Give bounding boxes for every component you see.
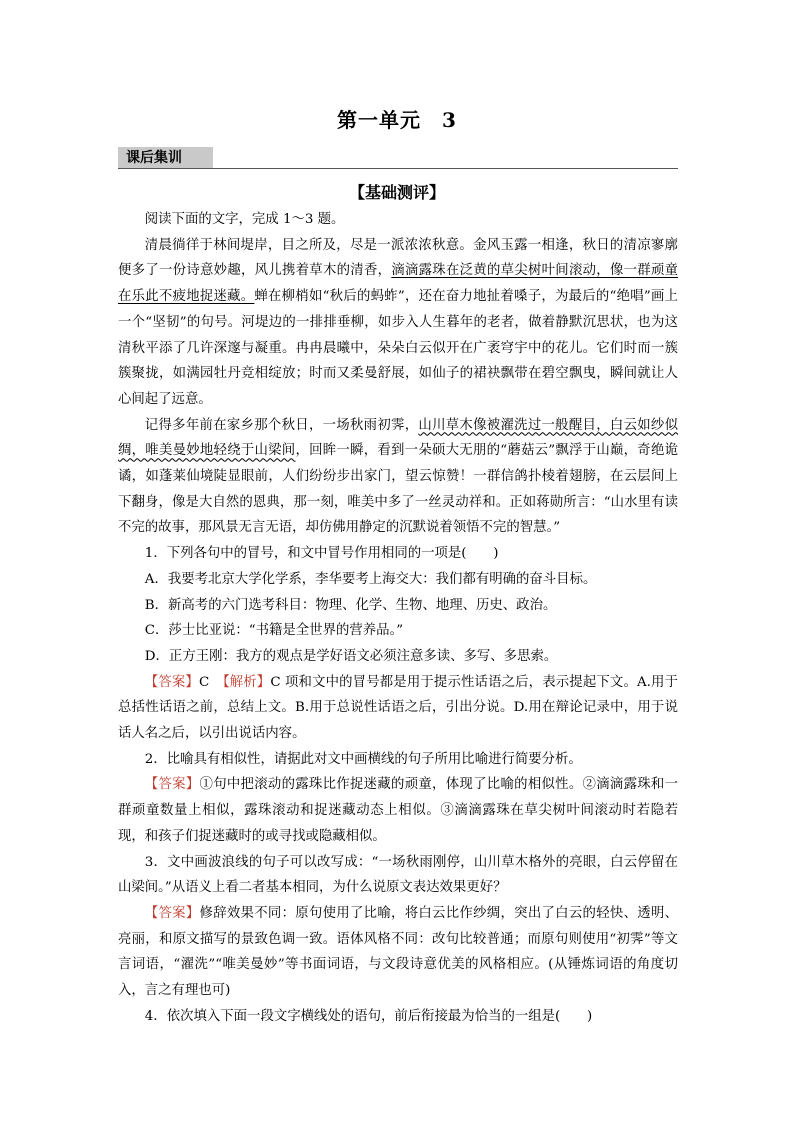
passage-text: 清晨徜徉于林间堤岸，目之所及，尽是一派浓浓秋意。金风玉露一相逢，秋日的清凉寥廓便多了一份诗意妙趣，风儿携着草木的清香， (118, 237, 678, 279)
question-2-answer (118, 772, 678, 849)
question-1-option-d: D．正方王刚：我方的观点是学好语文必须注意多读、多写、多思索。 (144, 648, 558, 664)
passage-paragraph-1 (118, 233, 678, 413)
underlined-sentence: 滴滴露珠在泛黄的草尖树叶间滚动，像一群顽童在乐此不疲地捉迷藏。 (118, 263, 679, 305)
answer-text: 修辞效果不同：原句使用了比喻，将白云比作纱绸，突出了白云的轻快、透明、亮丽，和原文描写的景致色调一致。语体风格不同：改句比较普通；而原句则使用“初霁”等文言词语，“濯洗”“唯美曼妙”等书面词语，与文段诗意优美的风格相应。(从锤炼词语的角度切入，言之有理也可) (118, 905, 678, 999)
wavy-underlined-sentence: 山川草木像被濯洗过一般醒目，白云如纱似绸，唯美曼妙地轻绕于山梁间 (118, 417, 679, 459)
passage-text: ，回眸一瞬，看到一朵硕大无朋的“蘑菇云”飘浮于山巅，奇绝诡谲，如蓬莱仙境陡显眼前，人们纷纷步出家门，望云惊赞！一群信鸽扑棱着翅膀，在云层间上下翻身，像是大自然的恩典，那一刻，唯美中多了一丝灵动祥和。正如蒋勋所言：“山水里有读不完的故事，那风景无言无语，却仿佛用静定的沉默说着领悟不完的智慧。” (118, 443, 678, 536)
question-1-answer (118, 670, 678, 747)
answer-tag: 【答案】 (144, 777, 200, 793)
section-divider (118, 168, 678, 169)
question-1-option-b: B．新高考的六门选考科目：物理、化学、生物、地理、历史、政治。 (144, 597, 557, 613)
question-1-stem: 1．下列各句中的冒号，和文中冒号作用相同的一项是( ) (144, 546, 499, 562)
question-3-stem: 3．文中画波浪线的句子可以改写成：“一场秋雨刚停，山川草木格外的亮眼，白云停留在山梁间。”从语义上看二者基本相同，为什么说原文表达效果更好？ (118, 854, 678, 896)
question-1-option-c: C．莎士比亚说：“书籍是全世界的营养品。” (144, 623, 404, 639)
explanation-tag: 【解析】 (222, 674, 271, 690)
intro-text: 阅读下面的文字，完成 1～3 题。 (144, 212, 345, 227)
answer-text: C (198, 674, 223, 690)
question-2-stem: 2．比喻具有相似性，请据此对文中画横线的句子所用比喻进行简要分析。 (144, 751, 582, 767)
answer-text: ①句中把滚动的露珠比作捉迷藏的顽童，体现了比喻的相似性。②滴滴露珠和一群顽童数量上相似，露珠滚动和捉迷藏动态上相似。③滴滴露珠在草尖树叶间滚动时若隐若现，和孩子们捉迷藏时的或寻找或隐藏相似。 (118, 777, 678, 844)
question-4-stem: 4．依次填入下面一段文字横线处的语句，前后衔接最为恰当的一组是( ) (144, 1008, 593, 1024)
content-body (118, 207, 678, 1030)
page-title: 第一单元 3 (337, 108, 457, 132)
answer-tag: 【答案】 (144, 674, 199, 690)
question-3-answer (118, 901, 678, 1004)
passage-paragraph-2 (118, 413, 678, 542)
passage-text: 记得多年前在家乡那个秋日，一场秋雨初霁， (144, 417, 419, 433)
subheading: 【基础测评】 (348, 183, 445, 202)
section-label: 课后集训 (118, 147, 213, 169)
question-1-option-a: A．我要考北京大学化学系，李华要考上海交大：我们都有明确的奋斗目标。 (144, 571, 597, 587)
explanation-text: C 项和文中的冒号都是用于提示性话语之后，表示提起下文。A.用于总括性话语之前，总结上文。B.用于总说性话语之后，引出分说。D.用在辩论记录中，用于说话人名之后，以引出说话内容。 (118, 674, 678, 742)
section-header (118, 147, 678, 169)
answer-tag: 【答案】 (144, 905, 200, 921)
passage-text: 蝉在柳梢如“秋后的蚂蚱”，还在奋力地扯着嗓子，为最后的“绝唱”画上一个“坚韧”的句号。河堤边的一排排垂柳，如步入人生暮年的老者，做着静默沉思状，也为这清秋平添了几许深邃与凝重。冉冉晨曦中，朵朵白云似开在广袤穹宇中的花儿。它们时而一簇簇聚拢，如满园牡丹竞相绽放；时而又柔曼舒展，如仙子的裙袂飘带在碧空飘曳，瞬间就让人心间起了远意。 (118, 289, 679, 407)
